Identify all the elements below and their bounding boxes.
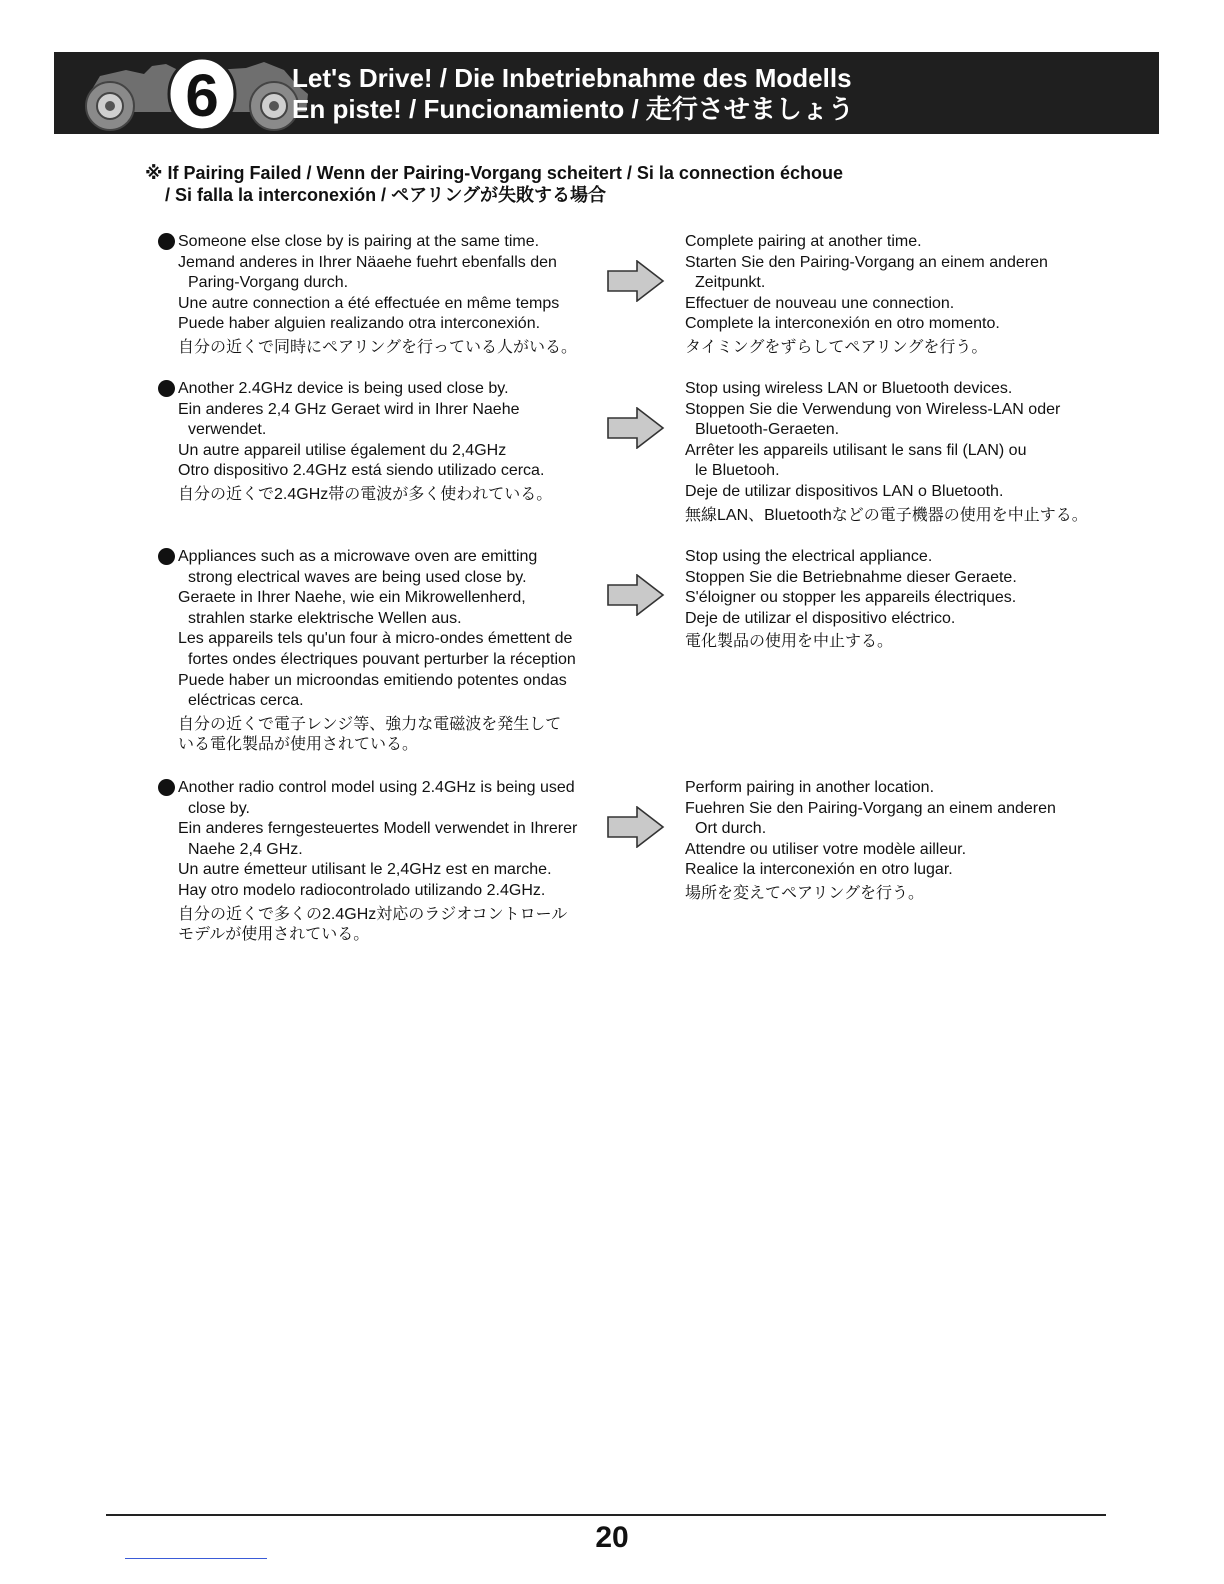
arrow-right-icon <box>607 806 665 848</box>
solution-text: Stop using the electrical appliance. Stoppen Sie die Betriebnahme dieser Geraete. S'éloigner ou stopper les appareils électriques. Deje de utilizar el dispositivo eléctrico. 電化製品の使用を中止する。 <box>685 548 1017 651</box>
right-wheel-icon <box>250 82 298 130</box>
page-number: 20 <box>595 1521 629 1554</box>
bullet-icon <box>158 380 175 397</box>
cause-text: Someone else close by is pairing at the same time. Jemand anderes in Ihrer Näaehe fuehrt ebenfalls den Paring-Vorgang durch. Une autre connection a été effectuée en même temps Puede haber alguien realizando otra interconexión. 自分の近くで同時にペアリングを行っている人がいる。 <box>178 233 578 356</box>
solution-text: Complete pairing at another time. Starten Sie den Pairing-Vorgang an einem anderen Zeitpunkt. Effectuer de nouveau une connection. Complete la interconexión en otro momento. タイミングをずらしてペアリングを行う。 <box>685 233 1048 356</box>
footer-link-underline <box>125 1558 267 1559</box>
cause-text: Another radio control model using 2.4GHz is being used close by. Ein anderes ferngesteuertes Modell verwendet in Ihrerer Naehe 2,4 GHz. Un autre émetteur utilisant le 2,4GHz est en marche. Hay otro modelo radiocontrolado utilizando 2.4GHz. 自分の近くで多くの2.4GHz対応のラジオコントロール モデルが使用されている。 <box>178 779 578 944</box>
cause-text: Appliances such as a microwave oven are emitting strong electrical waves are being used close by. Geraete in Ihrer Naehe, wie ein Mikrowellenherd, strahlen starke elektrische Wellen aus. Les appareils tels qu'un four à micro-ondes émettent de fortes ondes électriques pouvant perturber la réception Puede haber un microondas emitiendo potentes ondas eléctricas cerca. 自分の近くで電子レンジ等、強力な電磁波を発生して いる電化製品が使用されている。 <box>178 548 576 754</box>
step-title-block <box>292 63 854 125</box>
step-number: 6 <box>185 62 219 129</box>
bullet-icon <box>158 548 175 565</box>
solution-text: Stop using wireless LAN or Bluetooth devices. Stoppen Sie die Verwendung von Wireless-LAN oder Bluetooth-Geraeten. Arrêter les appareils utilisant le sans fil (LAN) ou le Bluetooh. Deje de utilizar dispositivos LAN o Bluetooth. 無線LAN、Bluetoothなどの電子機器の使用を中止する。 <box>685 380 1088 524</box>
cause-text: Another 2.4GHz device is being used close by. Ein anderes 2,4 GHz Geraet wird in Ihrer Naehe verwendet. Un autre appareil utilise également du 2,4GHz Otro dispositivo 2.4GHz está siendo utilizado cerca. 自分の近くで2.4GHz帯の電波が多く使われている。 <box>178 380 553 503</box>
step-title-line-2: En piste! / Funcionamiento / 走行させましょう <box>292 94 854 124</box>
bullet-icon <box>158 779 175 796</box>
left-wheel-icon <box>86 82 134 130</box>
arrow-right-icon <box>607 407 665 449</box>
step-header-banner <box>54 52 1159 134</box>
heading-line-1: ※ If Pairing Failed / Wenn der Pairing-Vorgang scheitert / Si la connection échoue <box>145 163 843 183</box>
pairing-failed-heading <box>145 162 843 206</box>
step-title-line-1: Let's Drive! / Die Inbetriebnahme des Modells <box>292 63 852 93</box>
arrow-right-icon <box>607 574 665 616</box>
solution-text: Perform pairing in another location. Fuehren Sie den Pairing-Vorgang an einem anderen Ort durch. Attendre ou utiliser votre modèle ailleur. Realice la interconexión en otro lugar. 場所を変えてペアリングを行う。 <box>685 779 1056 902</box>
heading-line-2: / Si falla la interconexión / ペアリングが失敗する場合 <box>165 185 606 205</box>
footer-divider <box>106 1514 1106 1516</box>
bullet-icon <box>158 233 175 250</box>
arrow-right-icon <box>607 260 665 302</box>
